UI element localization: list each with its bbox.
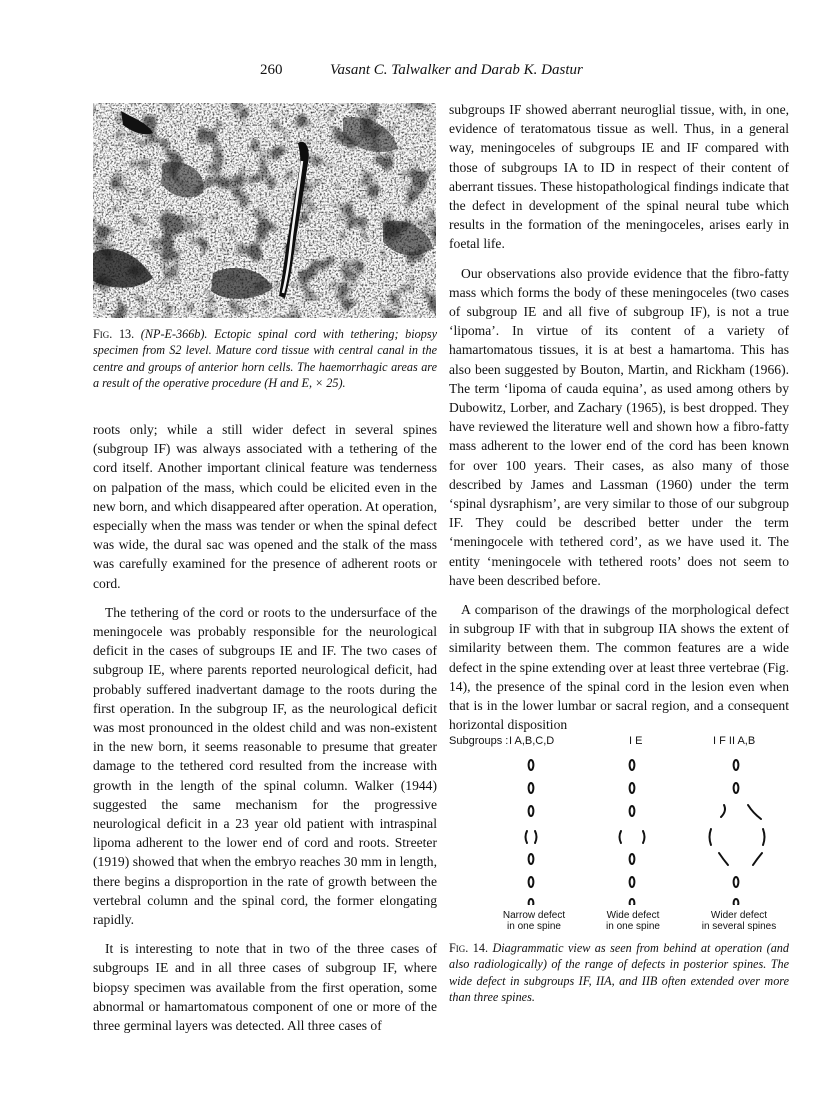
paragraph: Our observations also provide evidence that the fibro-fatty mass which forms the body of these meningoceles (two cases of subgroup IE and all five of subgroup IF), is not a true ‘lipoma’. In virtue of its content of a variety of hamartomatous tissues, it is at best a hamartoma. This has also been suggested by Bouton, Martin, and Rickham (1966). The term ‘lipoma of cauda equina’, as used among others by Dubowitz, Lorber, and Zachary (1965), is best dropped. They have reviewed the literature well and shown how a fibro-fatty mass adherent to the lower end of the cord has been known for over 100 years. Their cases, as also many of those described by James and Lassman (1960) under the term ‘spinal dysraphism’, are very similar to those of our subgroup IF. They could be described better under the term ‘meningocele with tethered cord’, as we have used it. The entity ‘meningocele with tethered roots’ does not seem to have been described before. [449,265,789,588]
paragraph: A comparison of the drawings of the morphological defect in subgroup IF with that in subgroup IIA shows the extent of similarity between them. The common features are a wide defect in the spine extending over at least three vertebrae (Fig. 14), the presence of the spinal cord in the lesion even when that is in the lower lumbar or sacral region, and a consequent horizontal disposition [449,602,789,733]
wide-defect-column [620,760,645,905]
column-header-wider: I F II A,B [713,735,756,747]
column-header-wide: I E [629,735,643,747]
figure-14-diagram [449,735,789,935]
paragraph: It is interesting to note that in two of the three cases of subgroups IE and in all three cases of subgroup IF, where biopsy specimen was available from the first operation, some abnormal or hamartomatous component of one or more of the three germinal layers was detected. All three cases of [93,941,437,1034]
wider-defect-column [710,760,765,905]
narrow-defect-column [526,760,537,905]
label-narrow-defect: Narrow defect in one spine [502,910,566,932]
micrograph-image [93,103,436,318]
figure-14-caption-text: Diagrammatic view as seen from behind at operation (and also radiologically) of the range of defects in posterior spines. The wide defect in subgroups IF, IIA, and IIB often extended over more than three spines. [449,941,789,1005]
left-column-text [93,420,437,1035]
paragraph: roots only; while a still wider defect in several spines (subgroup IF) was always associated with a tethering of the cord itself. Another important clinical feature was tenderness on palpation of the mass, which could be elicited even in the new born, and which disappeared after operation. At operation, especially when the mass was tender or when the spinal defect was wide, the dural sac was opened and the stalk of the mass was carefully examined for the presence of adherent roots or cord. [93,422,437,591]
figure-14-caption [449,940,789,1006]
paragraph: subgroups IF showed aberrant neuroglial tissue, with, in one, evidence of teratomatous tissue as well. Thus, in a general way, meningoceles of subgroups IE and IF compared with those of subgroups IA to ID in respect of their content of aberrant tissues. These histopathological findings indicate that the defect in development of the spinal neural tube which results in the formation of the meningoceles, arises early in foetal life. [449,102,789,252]
subgroups-label: Subgroups : [449,735,509,747]
label-wider-defect: Wider defect in several spines [701,910,777,932]
label-wide-defect: Wide defect in one spine [606,910,660,932]
running-header [260,62,760,86]
running-head-authors: Vasant C. Talwalker and Darab K. Dastur [330,62,583,78]
figure-14-label: Fig. 14. [449,941,489,955]
paragraph: The tethering of the cord or roots to the undersurface of the meningocele was probably responsible for the neurological deficit in the cases of subgroups IE and IF. The two cases of subgroup IE, where parents reported neurological deficit, had probably suffered inadvertant damage to the roots during the first operation. In the subgroup IF, as the neurological deficit was most pronounced in the oldest child and was non-existent in the new born, it seems reasonable to presume that greater damage to the tethered cord resulted from the increase with growth in the length of the spinal column. Walker (1944) suggested the same mechanism for the progressive neurological deficit in a 23 year old patient with intraspinal lipoma adherent to the lower end of cord and roots. Streeter (1919) showed that when the embryo reaches 30 mm in length, there begins a disproportion in the rate of growth between the vertebral column and the spinal cord, the former elongating rapidly. [93,604,437,928]
right-column-text [449,100,789,735]
column-header-narrow: I A,B,C,D [509,735,555,747]
spine-defect-drawing [449,755,789,905]
figure-13-caption [93,326,437,392]
figure-13-label: Fig. 13. [93,327,135,341]
figure-13-micrograph [93,103,436,318]
figure-13-caption-text: (NP-E-366b). Ectopic spinal cord with tethering; biopsy specimen from S2 level. Mature cord tissue with central canal in the centre and groups of anterior horn cells. The haemorrhagic areas are a result of the operative procedure (H and E, × 25). [93,327,437,391]
page-number: 260 [260,62,283,78]
